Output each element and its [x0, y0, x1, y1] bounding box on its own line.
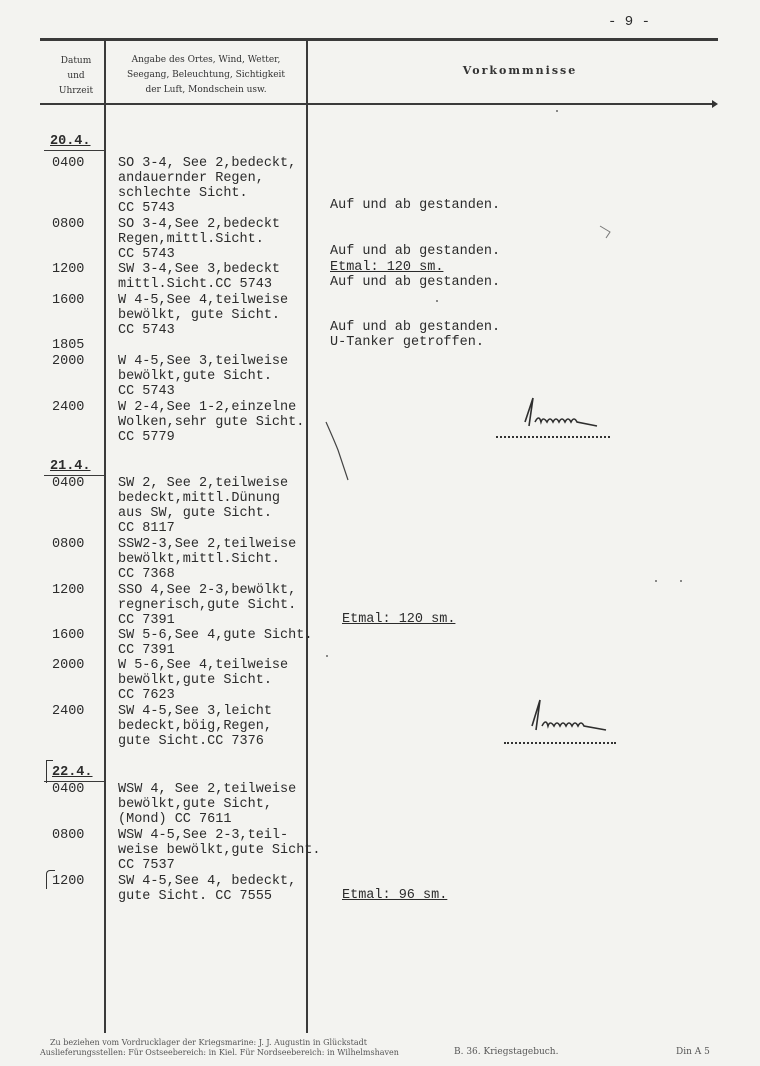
event-etmal-20: Etmal: 120 sm. — [330, 260, 444, 275]
scan-speck — [326, 655, 328, 657]
date-21-4: 21.4. — [50, 459, 91, 474]
weather-line: CC 5743 — [118, 384, 175, 399]
weather-line: SW 5-6,See 4,gute Sicht. — [118, 628, 313, 643]
event-line: Auf und ab gestanden. — [330, 320, 501, 335]
page-number: - 9 - — [608, 14, 651, 30]
date-bracket-mark — [46, 760, 53, 783]
weather-line: WSW 4-5,See 2-3,teil- — [118, 828, 289, 843]
event-line: Auf und ab gestanden. — [330, 244, 501, 259]
weather-line: bewölkt,mittl.Sicht. — [118, 552, 281, 567]
time-0400-21: 0400 — [52, 476, 85, 491]
weather-line: CC 7391 — [118, 643, 175, 658]
time-0400-20: 0400 — [52, 156, 85, 171]
scan-mark — [596, 222, 616, 242]
scan-speck — [436, 300, 438, 302]
weather-line: CC 5743 — [118, 323, 175, 338]
event-etmal-21: Etmal: 120 sm. — [342, 612, 456, 627]
date-22-4: 22.4. — [52, 765, 93, 780]
header-date-label: Datum — [60, 56, 92, 66]
weather-line: bewölkt, gute Sicht. — [118, 308, 281, 323]
weather-line: (Mond) CC 7611 — [118, 812, 232, 827]
weather-line: bewölkt,gute Sicht. — [118, 369, 272, 384]
weather-line: W 4-5,See 4,teilweise — [118, 293, 289, 308]
time-2400-21: 2400 — [52, 704, 85, 719]
time-1200-22: 1200 — [52, 874, 85, 889]
weather-line: WSW 4, See 2,teilweise — [118, 782, 297, 797]
time-2000-21: 2000 — [52, 658, 85, 673]
weather-line: CC 5743 — [118, 247, 175, 262]
header-rule — [40, 103, 714, 105]
weather-line: CC 7537 — [118, 858, 175, 873]
weather-line: gute Sicht.CC 7376 — [118, 734, 264, 749]
signature-mark — [512, 694, 622, 744]
weather-line: weise bewölkt,gute Sicht. — [118, 843, 321, 858]
date-20-4: 20.4. — [50, 134, 91, 149]
event-line: Auf und ab gestanden. — [330, 198, 501, 213]
scan-mark — [320, 420, 360, 490]
time-1805-20: 1805 — [52, 338, 85, 353]
weather-line: CC 8117 — [118, 521, 175, 536]
weather-line: andauernder Regen, — [118, 171, 264, 186]
weather-line: Wolken,sehr gute Sicht. — [118, 415, 305, 430]
header-date-time — [48, 54, 104, 99]
weather-line: SO 3-4, See 2,bedeckt, — [118, 156, 297, 171]
scan-speck — [680, 580, 682, 582]
column-divider-2 — [306, 40, 308, 1033]
signature-dotted-line — [504, 740, 616, 744]
weather-line: regnerisch,gute Sicht. — [118, 598, 297, 613]
weather-line: gute Sicht. CC 7555 — [118, 889, 272, 904]
weather-line: W 5-6,See 4,teilweise — [118, 658, 289, 673]
date-rule-20-4 — [44, 150, 104, 151]
weather-line: CC 7623 — [118, 688, 175, 703]
weather-line: CC 5779 — [118, 430, 175, 445]
event-etmal-22: Etmal: 96 sm. — [342, 888, 448, 903]
time-1200-20: 1200 — [52, 262, 85, 277]
weather-line: CC 5743 — [118, 201, 175, 216]
weather-line: bewölkt,gute Sicht. — [118, 673, 272, 688]
scan-speck — [655, 580, 657, 582]
footer-line-2: Auslieferungsstellen: Für Ostseebereich: in Kiel. Für Nordseebereich: in Wilhelmshaven — [40, 1048, 399, 1057]
weather-line: bewölkt,gute Sicht, — [118, 797, 272, 812]
top-rule — [40, 38, 718, 41]
header-location-line-2: Seegang, Beleuchtung, Sichtigkeit — [126, 70, 286, 80]
event-line: U-Tanker getroffen. — [330, 335, 484, 350]
time-2400-20: 2400 — [52, 400, 85, 415]
column-divider-1 — [104, 40, 106, 1033]
header-and-label: und — [67, 71, 85, 81]
weather-line: aus SW, gute Sicht. — [118, 506, 272, 521]
weather-line: bedeckt,böig,Regen, — [118, 719, 272, 734]
weather-line: SSO 4,See 2-3,bewölkt, — [118, 583, 297, 598]
time-1600-20: 1600 — [52, 293, 85, 308]
weather-line: SW 2, See 2,teilweise — [118, 476, 289, 491]
header-rule-arrow-icon — [712, 100, 718, 108]
weather-line: SW 3-4,See 3,bedeckt — [118, 262, 281, 277]
time-1200-21: 1200 — [52, 583, 85, 598]
time-0800-21: 0800 — [52, 537, 85, 552]
weather-line: W 4-5,See 3,teilweise — [118, 354, 289, 369]
weather-line: Regen,mittl.Sicht. — [118, 232, 264, 247]
footer-form-code: B. 36. Kriegstagebuch. — [454, 1047, 559, 1057]
header-location-line-3: der Luft, Mondschein usw. — [145, 85, 267, 95]
header-location-line-1: Angabe des Ortes, Wind, Wetter, — [131, 55, 281, 65]
time-1600-21: 1600 — [52, 628, 85, 643]
event-line: Auf und ab gestanden. — [330, 275, 501, 290]
weather-line: schlechte Sicht. — [118, 186, 248, 201]
signature-dotted-line — [496, 434, 610, 438]
weather-line: CC 7368 — [118, 567, 175, 582]
weather-line: SSW2-3,See 2,teilweise — [118, 537, 297, 552]
weather-line: mittl.Sicht.CC 5743 — [118, 277, 272, 292]
footer-sheet-size: Din A 5 — [676, 1047, 710, 1057]
time-0400-22: 0400 — [52, 782, 85, 797]
weather-line: CC 7391 — [118, 613, 175, 628]
weather-line: bedeckt,mittl.Dünung — [118, 491, 281, 506]
weather-line: W 2-4,See 1-2,einzelne — [118, 400, 297, 415]
footer-line-1: Zu beziehen vom Vordrucklager der Kriegsmarine: J. J. Augustin in Glückstadt — [50, 1038, 367, 1047]
scan-speck — [556, 110, 558, 112]
weather-line: SW 4-5,See 4, bedeckt, — [118, 874, 297, 889]
time-bracket-mark — [46, 870, 55, 889]
header-location-weather — [106, 53, 306, 98]
time-2000-20: 2000 — [52, 354, 85, 369]
header-time-label: Uhrzeit — [58, 86, 94, 96]
weather-line: SO 3-4,See 2,bedeckt — [118, 217, 281, 232]
time-0800-20: 0800 — [52, 217, 85, 232]
weather-line: SW 4-5,See 3,leicht — [118, 704, 272, 719]
time-0800-22: 0800 — [52, 828, 85, 843]
header-events: Vorkommnisse — [462, 64, 578, 77]
